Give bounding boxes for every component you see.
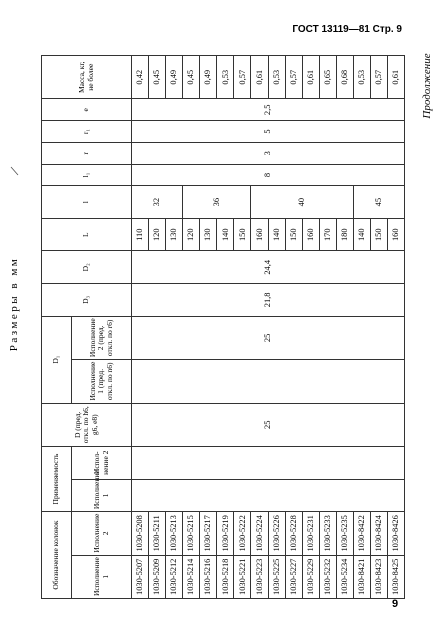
L-value: 130 xyxy=(166,218,183,251)
header-r: r xyxy=(42,142,132,164)
header-D3: D₃ xyxy=(42,284,132,317)
r1-value: 5 xyxy=(132,121,405,143)
L-value: 170 xyxy=(319,218,336,251)
designation-exec1: 1030-5214 xyxy=(183,555,200,598)
l-value: 36 xyxy=(183,186,251,219)
header-app-exec1: Исполнение 1 xyxy=(72,479,132,512)
header-mass: Масса, кг, не более xyxy=(42,56,132,99)
continuation-label: Продолжение xyxy=(421,53,433,119)
dimensions-table xyxy=(41,55,405,599)
L-value: 180 xyxy=(336,218,353,251)
D1-exec2-value: 25 xyxy=(132,316,405,359)
designation-exec2: 1030-5231 xyxy=(302,512,319,555)
mass-value: 0,65 xyxy=(319,56,336,99)
designation-exec1: 1030-5227 xyxy=(285,555,302,598)
header-D1-exec1: Исполнение 1 (пред. откл. по n6) xyxy=(72,360,132,403)
designation-exec1: 1030-5232 xyxy=(319,555,336,598)
designation-exec1: 1030-5209 xyxy=(149,555,166,598)
designation-exec1: 1030-5216 xyxy=(200,555,217,598)
designation-exec1: 1030-8425 xyxy=(387,555,404,598)
D3-value: 21,8 xyxy=(132,284,405,317)
designation-exec2: 1030-8426 xyxy=(387,512,404,555)
header-D1-exec2: Исполнение 2 (пред. откл. по r6) xyxy=(72,316,132,359)
mass-value: 0,57 xyxy=(370,56,387,99)
L-value: 150 xyxy=(370,218,387,251)
mass-value: 0,61 xyxy=(302,56,319,99)
designation-exec1: 1030-5207 xyxy=(132,555,149,598)
header-D: D (пред. откл. по h6, g6, e8) xyxy=(42,403,132,446)
mass-value: 0,53 xyxy=(353,56,370,99)
header-D1: D₁ xyxy=(42,316,72,403)
designation-exec1: 1030-5221 xyxy=(234,555,251,598)
mass-value: 0,45 xyxy=(149,56,166,99)
L-value: 140 xyxy=(353,218,370,251)
mass-value: 0,57 xyxy=(234,56,251,99)
L-value: 150 xyxy=(285,218,302,251)
section-title: Размеры в мм xyxy=(8,256,20,352)
dimensions-table-container xyxy=(41,55,405,599)
designation-exec1: 1030-8423 xyxy=(370,555,387,598)
header-application: Применяемость xyxy=(42,446,72,511)
mass-value: 0,53 xyxy=(268,56,285,99)
designation-exec2: 1030-5219 xyxy=(217,512,234,555)
L-value: 140 xyxy=(217,218,234,251)
mass-value: 0,45 xyxy=(183,56,200,99)
mass-value: 0,49 xyxy=(200,56,217,99)
header-l1: l₁ xyxy=(42,164,132,186)
header-l: l xyxy=(42,186,132,219)
l-value: 40 xyxy=(251,186,353,219)
L-value: 160 xyxy=(251,218,268,251)
designation-exec2: 1030-5233 xyxy=(319,512,336,555)
D1-exec1-cell xyxy=(132,360,405,403)
designation-exec2: 1030-5222 xyxy=(234,512,251,555)
mass-value: 0,53 xyxy=(217,56,234,99)
designation-exec2: 1030-5224 xyxy=(251,512,268,555)
l1-value: 8 xyxy=(132,164,405,186)
designation-exec2: 1030-5211 xyxy=(149,512,166,555)
page-number: 9 xyxy=(392,598,399,610)
mass-value: 0,61 xyxy=(251,56,268,99)
L-value: 150 xyxy=(234,218,251,251)
designation-exec2: 1030-5235 xyxy=(336,512,353,555)
app-exec1-cell xyxy=(132,479,405,512)
page-header: ГОСТ 13119—81 Стр. 9 xyxy=(292,24,402,35)
designation-exec2: 1030-5208 xyxy=(132,512,149,555)
D-value: 25 xyxy=(132,403,405,446)
e-value: 2,5 xyxy=(132,99,405,121)
app-exec2-cell xyxy=(132,446,405,479)
designation-exec1: 1030-5229 xyxy=(302,555,319,598)
designation-exec1: 1030-5225 xyxy=(268,555,285,598)
r-value: 3 xyxy=(132,142,405,164)
designation-exec1: 1030-5223 xyxy=(251,555,268,598)
L-value: 110 xyxy=(132,218,149,251)
designation-exec2: 1030-8424 xyxy=(370,512,387,555)
mass-value: 0,57 xyxy=(285,56,302,99)
l-value: 45 xyxy=(353,186,404,219)
D2-value: 24,4 xyxy=(132,251,405,284)
header-e: e xyxy=(42,99,132,121)
header-exec2: Исполнение 2 xyxy=(72,512,132,555)
L-value: 120 xyxy=(183,218,200,251)
designation-exec2: 1030-8422 xyxy=(353,512,370,555)
designation-exec2: 1030-5215 xyxy=(183,512,200,555)
header-app-exec2: Испол-нение 2 xyxy=(72,446,132,479)
L-value: 160 xyxy=(302,218,319,251)
designation-exec1: 1030-5212 xyxy=(166,555,183,598)
designation-exec2: 1030-5226 xyxy=(268,512,285,555)
L-value: 120 xyxy=(149,218,166,251)
designation-exec1: 1030-8421 xyxy=(353,555,370,598)
L-value: 130 xyxy=(200,218,217,251)
designation-exec2: 1030-5217 xyxy=(200,512,217,555)
mass-value: 0,42 xyxy=(132,56,149,99)
L-value: 140 xyxy=(268,218,285,251)
header-exec1: Исполнение 1 xyxy=(72,555,132,598)
header-r1: r₁ xyxy=(42,121,132,143)
mass-value: 0,68 xyxy=(336,56,353,99)
mass-value: 0,49 xyxy=(166,56,183,99)
L-value: 160 xyxy=(387,218,404,251)
mass-value: 0,61 xyxy=(387,56,404,99)
header-L: L xyxy=(42,218,132,251)
designation-exec1: 1030-5218 xyxy=(217,555,234,598)
designation-exec2: 1030-5213 xyxy=(166,512,183,555)
designation-exec2: 1030-5228 xyxy=(285,512,302,555)
l-value: 32 xyxy=(132,186,183,219)
header-designation: Обозначение колонок xyxy=(42,512,72,599)
header-D2: D₂ xyxy=(42,251,132,284)
designation-exec1: 1030-5234 xyxy=(336,555,353,598)
